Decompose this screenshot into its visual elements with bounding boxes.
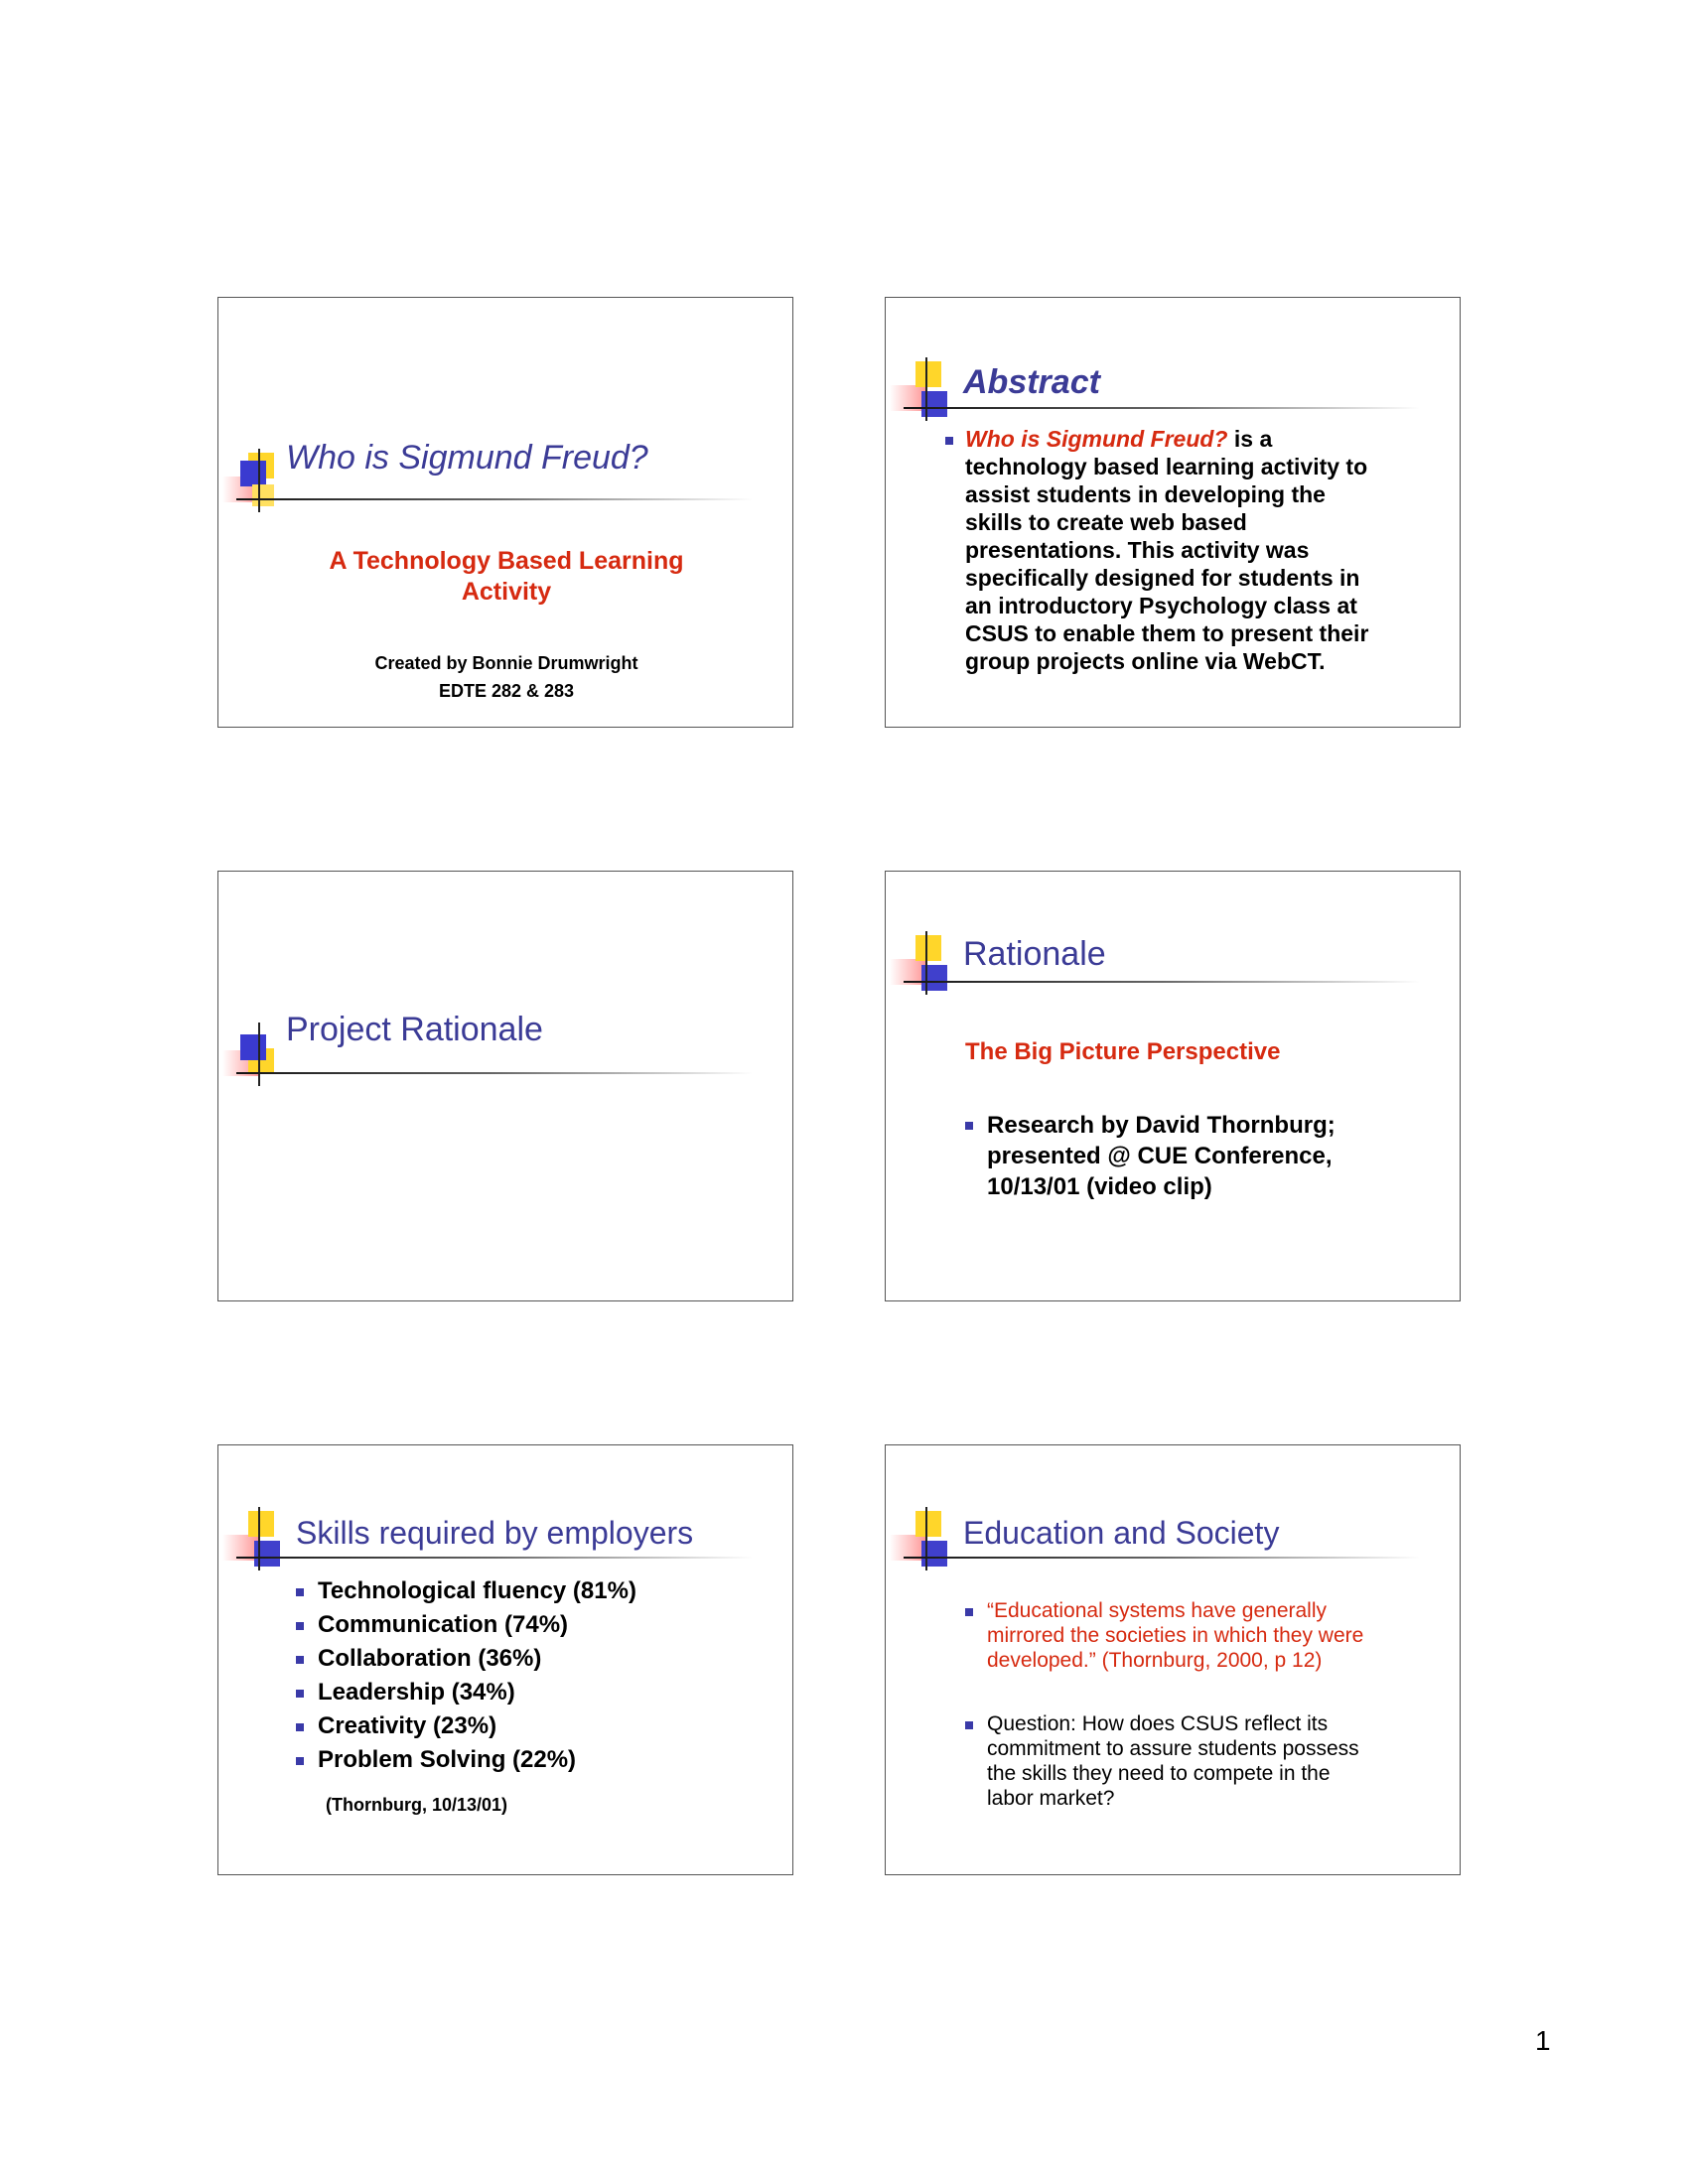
- slide-logo-icon: [898, 1511, 957, 1580]
- abstract-line: an introductory Psychology class at: [965, 593, 1357, 618]
- quote-line: developed.” (Thornburg, 2000, p 12): [987, 1649, 1323, 1672]
- bullet-icon: [296, 1622, 304, 1630]
- slide-subtitle-line1: A Technology Based Learning: [329, 547, 684, 575]
- question-line: commitment to assure students possess: [987, 1737, 1359, 1760]
- slide-6: [885, 1444, 1461, 1875]
- list-item: Problem Solving (22%): [296, 1743, 636, 1777]
- slide-4: [885, 871, 1461, 1301]
- slide-logo-icon: [230, 1026, 290, 1096]
- abstract-line: group projects online via WebCT.: [965, 648, 1326, 674]
- skills-list: [296, 1574, 636, 1777]
- slide-1: [217, 297, 793, 728]
- skills-citation: (Thornburg, 10/13/01): [326, 1795, 508, 1815]
- list-item: Communication (74%): [296, 1608, 636, 1642]
- slide-logo-icon: [898, 361, 957, 431]
- list-item: Technological fluency (81%): [296, 1574, 636, 1608]
- slide-title: Abstract: [963, 363, 1100, 401]
- bullet-icon: [296, 1690, 304, 1698]
- slide-3: [217, 871, 793, 1301]
- rationale-line: 10/13/01 (video clip): [987, 1173, 1212, 1200]
- slide-title: Skills required by employers: [296, 1515, 694, 1551]
- slide-subtitle-line2: Activity: [461, 578, 552, 606]
- abstract-line: presentations. This activity was: [965, 537, 1310, 563]
- abstract-line: CSUS to enable them to present their: [965, 620, 1369, 646]
- bullet-icon: [965, 1122, 973, 1130]
- slide-title: Rationale: [963, 935, 1106, 973]
- slide-title: Education and Society: [963, 1515, 1280, 1551]
- slide-title: Project Rationale: [286, 1011, 543, 1048]
- bullet-icon: [296, 1588, 304, 1596]
- abstract-line: assist students in developing the: [965, 481, 1326, 507]
- slide-2: [885, 297, 1461, 728]
- abstract-line: technology based learning activity to: [965, 454, 1368, 479]
- slide-logo-icon: [230, 1511, 290, 1580]
- abstract-line: is a: [1227, 426, 1273, 452]
- quote-line: mirrored the societies in which they were: [987, 1624, 1364, 1647]
- bullet-icon: [296, 1757, 304, 1765]
- rationale-line: presented @ CUE Conference,: [987, 1143, 1333, 1169]
- abstract-lead: Who is Sigmund Freud?: [965, 426, 1228, 452]
- slide-credit-line2: EDTE 282 & 283: [438, 681, 575, 701]
- slide-5: [217, 1444, 793, 1875]
- abstract-line: specifically designed for students in: [965, 565, 1360, 591]
- question-line: the skills they need to compete in the: [987, 1762, 1331, 1785]
- bullet-icon: [945, 437, 953, 445]
- list-item: Creativity (23%): [296, 1709, 636, 1743]
- list-item: Leadership (34%): [296, 1676, 636, 1709]
- bullet-icon: [296, 1656, 304, 1664]
- bullet-icon: [296, 1723, 304, 1731]
- slide-logo-icon: [230, 453, 290, 522]
- question-line: Question: How does CSUS reflect its: [987, 1712, 1329, 1735]
- slide-title: Who is Sigmund Freud?: [286, 439, 648, 477]
- bullet-icon: [965, 1608, 973, 1616]
- bullet-icon: [965, 1721, 973, 1729]
- slide-credit-line1: Created by Bonnie Drumwright: [374, 653, 638, 673]
- slide-logo-icon: [898, 935, 957, 1005]
- list-item: Collaboration (36%): [296, 1642, 636, 1676]
- page-number: 1: [1535, 2025, 1551, 2056]
- question-line: labor market?: [987, 1787, 1115, 1810]
- rationale-line: Research by David Thornburg;: [987, 1112, 1336, 1139]
- quote-line: “Educational systems have generally: [987, 1599, 1328, 1622]
- abstract-line: skills to create web based: [965, 509, 1247, 535]
- slide-subheading: The Big Picture Perspective: [965, 1038, 1281, 1065]
